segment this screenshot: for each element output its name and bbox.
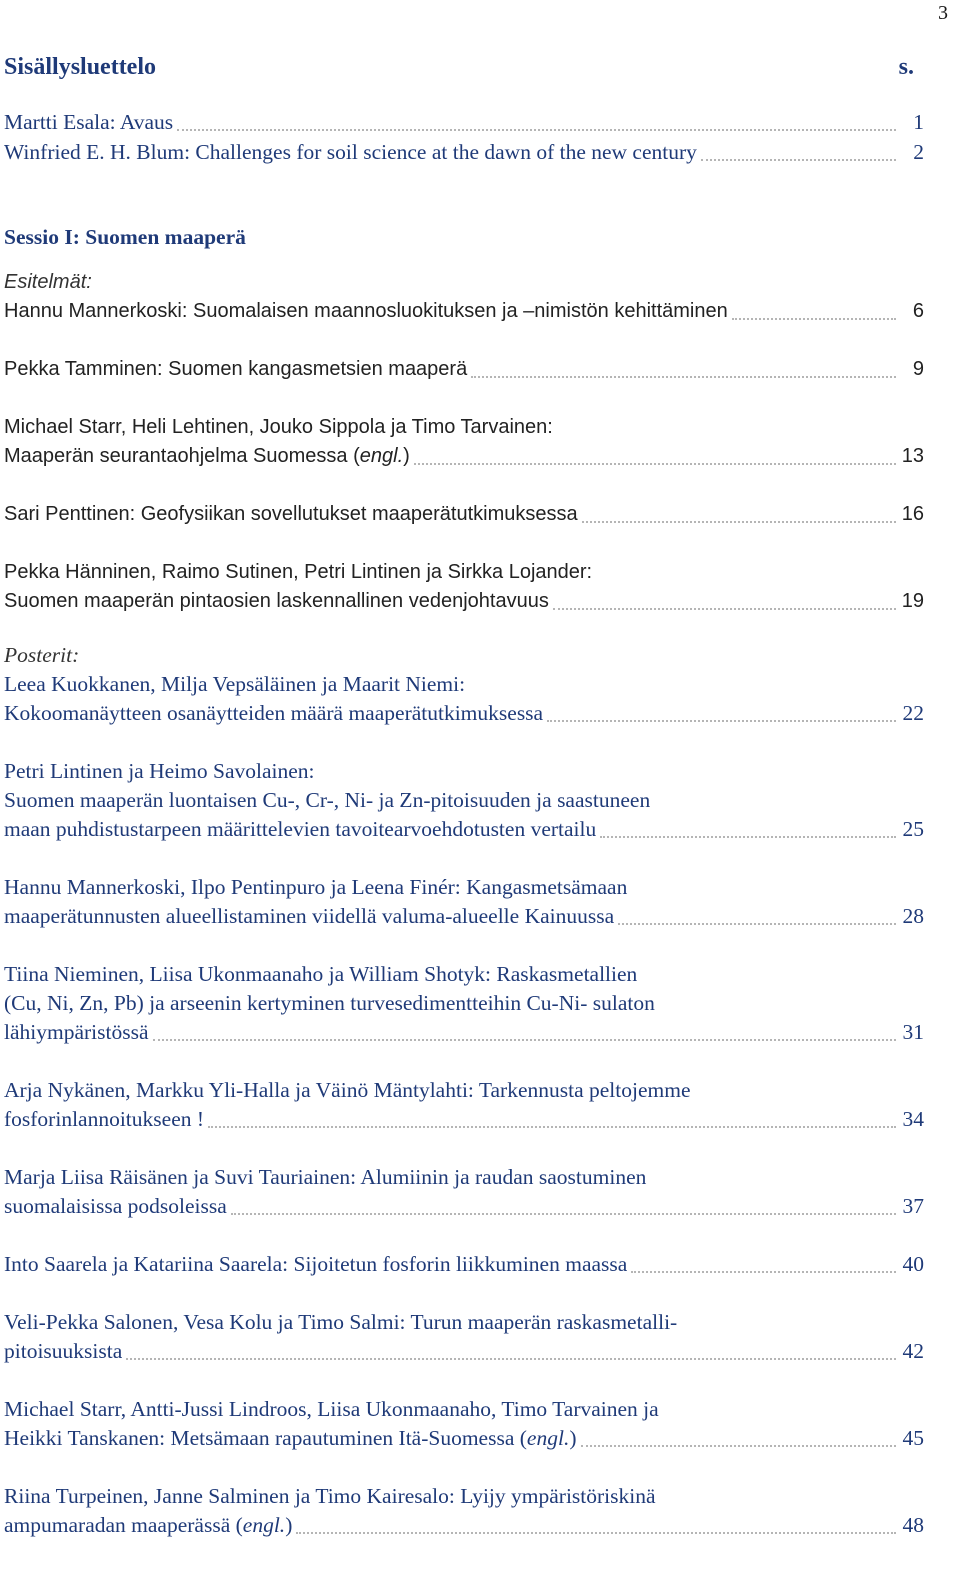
toc-entry — [4, 500, 924, 529]
toc-entry-note: engl. — [359, 445, 404, 467]
esitelmat-list — [4, 297, 924, 616]
toc-entry-line: Tiina Nieminen, Liisa Ukonmaanaho ja William Shotyk: Raskasmetallien — [4, 962, 638, 986]
toc-entry-line: Marja Liisa Räisänen ja Suvi Tauriainen: Alumiinin ja raudan saostuminen — [4, 1165, 647, 1189]
toc-entry-page: 16 — [901, 503, 924, 525]
toc-entry-text: fosforinlannoitukseen ! — [4, 1107, 205, 1131]
toc-entry-page: 42 — [902, 1339, 924, 1363]
toc-entry-line: Hannu Mannerkoski, Ilpo Pentinpuro ja Leena Finér: Kangasmetsämaan — [4, 875, 628, 899]
dot-leader — [231, 1213, 896, 1215]
toc-entry — [4, 873, 924, 931]
toc-entry-last-line — [4, 1250, 924, 1279]
toc-entry-last-line — [4, 107, 924, 137]
dot-leader — [701, 159, 896, 161]
toc-entry-line: Leea Kuokkanen, Milja Vepsäläinen ja Maarit Niemi: — [4, 672, 466, 696]
toc-entry-note: engl. — [526, 1426, 570, 1450]
toc-entry-page: 37 — [902, 1194, 924, 1218]
toc-entry-line: Michael Starr, Heli Lehtinen, Jouko Sippola ja Timo Tarvainen: — [4, 416, 553, 438]
toc-entry-last-line — [4, 137, 924, 167]
toc-entry — [4, 1395, 924, 1453]
dot-leader — [153, 1039, 896, 1041]
toc-entry-note: engl. — [242, 1513, 286, 1537]
posterit-list — [4, 670, 924, 1540]
toc-heading — [4, 54, 924, 81]
toc-entry-last-line — [4, 442, 924, 471]
toc-entry-text: Winfried E. H. Blum: Challenges for soil science at the dawn of the new century — [4, 140, 697, 164]
toc-entry-text: maan puhdistustarpeen määrittelevien tavoitearvoehdotusten vertailu — [4, 817, 597, 841]
dot-leader — [208, 1126, 896, 1128]
toc-entry-last-line — [4, 587, 924, 616]
toc-entry-last-line — [4, 355, 924, 384]
toc-entry — [4, 960, 924, 1047]
toc-entry-last-line — [4, 699, 924, 728]
toc-entry-text: Suomen maaperän pintaosien laskennallinen vedenjohtavuus — [4, 590, 549, 612]
toc-entry — [4, 1163, 924, 1221]
toc-entry-page: 28 — [902, 904, 924, 928]
toc-entry-page: 1 — [913, 110, 924, 134]
toc-entry — [4, 1250, 924, 1279]
toc-entry-last-line — [4, 500, 924, 529]
esitelmat-label: Esitelmät: — [4, 271, 92, 293]
toc-entry-page: 25 — [902, 817, 924, 841]
toc-entry-last-line — [4, 1337, 924, 1366]
toc-entry-line: Petri Lintinen ja Heimo Savolainen: — [4, 759, 315, 783]
page-column-label: s. — [898, 54, 914, 80]
dot-leader — [547, 720, 896, 722]
dot-leader — [177, 129, 896, 131]
dot-leader — [126, 1358, 896, 1360]
toc-entry-line: Arja Nykänen, Markku Yli-Halla ja Väinö Mäntylahti: Tarkennusta peltojemme — [4, 1078, 691, 1102]
toc-entry — [4, 670, 924, 728]
toc-entry — [4, 1076, 924, 1134]
toc-entry-page: 2 — [913, 140, 924, 164]
toc-entry-page: 31 — [902, 1020, 924, 1044]
posterit-label: Posterit: — [4, 643, 80, 667]
toc-entry-line: (Cu, Ni, Zn, Pb) ja arseenin kertyminen turvesedimentteihin Cu-Ni- sulaton — [4, 991, 655, 1015]
toc-title: Sisällysluettelo — [4, 54, 157, 80]
toc-entry-last-line — [4, 1511, 924, 1540]
toc-entry-page: 45 — [902, 1426, 924, 1450]
toc-entry-text: lähiympäristössä — [4, 1020, 149, 1044]
toc-entry — [4, 413, 924, 471]
dot-leader — [631, 1271, 896, 1273]
toc-page — [4, 54, 924, 1569]
page-number: 3 — [938, 2, 948, 24]
intro-list — [4, 107, 924, 167]
toc-entry-page: 34 — [902, 1107, 924, 1131]
toc-entry-last-line — [4, 297, 924, 326]
toc-entry-page: 40 — [902, 1252, 924, 1276]
toc-entry-line: Michael Starr, Antti-Jussi Lindroos, Liisa Ukonmaanaho, Timo Tarvainen ja — [4, 1397, 659, 1421]
toc-entry-last-line — [4, 1192, 924, 1221]
dot-leader — [553, 608, 896, 610]
toc-entry-text: Kokoomanäytteen osanäytteiden määrä maaperätutkimuksessa — [4, 701, 544, 725]
toc-entry-line: Veli-Pekka Salonen, Vesa Kolu ja Timo Salmi: Turun maaperän raskasmetalli- — [4, 1310, 678, 1334]
dot-leader — [618, 923, 896, 925]
dot-leader — [296, 1532, 896, 1534]
toc-entry-text: suomalaisissa podsoleissa — [4, 1194, 227, 1218]
toc-entry-text: maaperätunnusten alueellistaminen viidellä valuma-alueelle Kainuussa — [4, 904, 615, 928]
dot-leader — [732, 318, 896, 320]
toc-entry-text: Into Saarela ja Katariina Saarela: Sijoitetun fosforin liikkuminen maassa — [4, 1252, 628, 1276]
toc-entry-page: 22 — [902, 701, 924, 725]
toc-entry — [4, 757, 924, 844]
toc-entry-last-line — [4, 815, 924, 844]
toc-entry — [4, 297, 924, 326]
dot-leader — [414, 463, 896, 465]
toc-entry-line: Riina Turpeinen, Janne Salminen ja Timo Kairesalo: Lyijy ympäristöriskinä — [4, 1484, 656, 1508]
toc-entry-last-line — [4, 902, 924, 931]
dot-leader — [600, 836, 896, 838]
toc-entry — [4, 1308, 924, 1366]
toc-entry-page: 6 — [912, 300, 924, 322]
toc-entry-page: 48 — [902, 1513, 924, 1537]
toc-entry-page: 13 — [901, 445, 924, 467]
dot-leader — [582, 521, 896, 523]
toc-entry-line: Pekka Hänninen, Raimo Sutinen, Petri Lintinen ja Sirkka Lojander: — [4, 561, 593, 583]
toc-entry-last-line — [4, 1105, 924, 1134]
toc-entry-text: Sari Penttinen: Geofysiikan sovellutukset maaperätutkimuksessa — [4, 503, 578, 525]
session-title: Sessio I: Suomen maaperä — [4, 225, 246, 249]
toc-entry-page: 9 — [912, 358, 924, 380]
dot-leader — [581, 1445, 897, 1447]
toc-entry-text: ampumaradan maaperässä (engl.) — [4, 1513, 293, 1537]
toc-entry — [4, 558, 924, 616]
toc-entry-last-line — [4, 1424, 924, 1453]
toc-entry-last-line — [4, 1018, 924, 1047]
toc-entry-text: pitoisuuksista — [4, 1339, 123, 1363]
toc-entry-page: 19 — [901, 590, 924, 612]
toc-entry-text: Martti Esala: Avaus — [4, 110, 174, 134]
dot-leader — [471, 376, 896, 378]
toc-entry-line: Suomen maaperän luontaisen Cu-, Cr-, Ni- ja Zn-pitoisuuden ja saastuneen — [4, 788, 651, 812]
toc-entry-text: Pekka Tamminen: Suomen kangasmetsien maaperä — [4, 358, 468, 380]
toc-entry-text: Maaperän seurantaohjelma Suomessa (engl.) — [4, 445, 410, 467]
toc-entry-text: Heikki Tanskanen: Metsämaan rapautuminen Itä-Suomessa (engl.) — [4, 1426, 577, 1450]
toc-entry — [4, 355, 924, 384]
toc-entry — [4, 1482, 924, 1540]
toc-entry-text: Hannu Mannerkoski: Suomalaisen maannosluokituksen ja –nimistön kehittäminen — [4, 300, 728, 322]
